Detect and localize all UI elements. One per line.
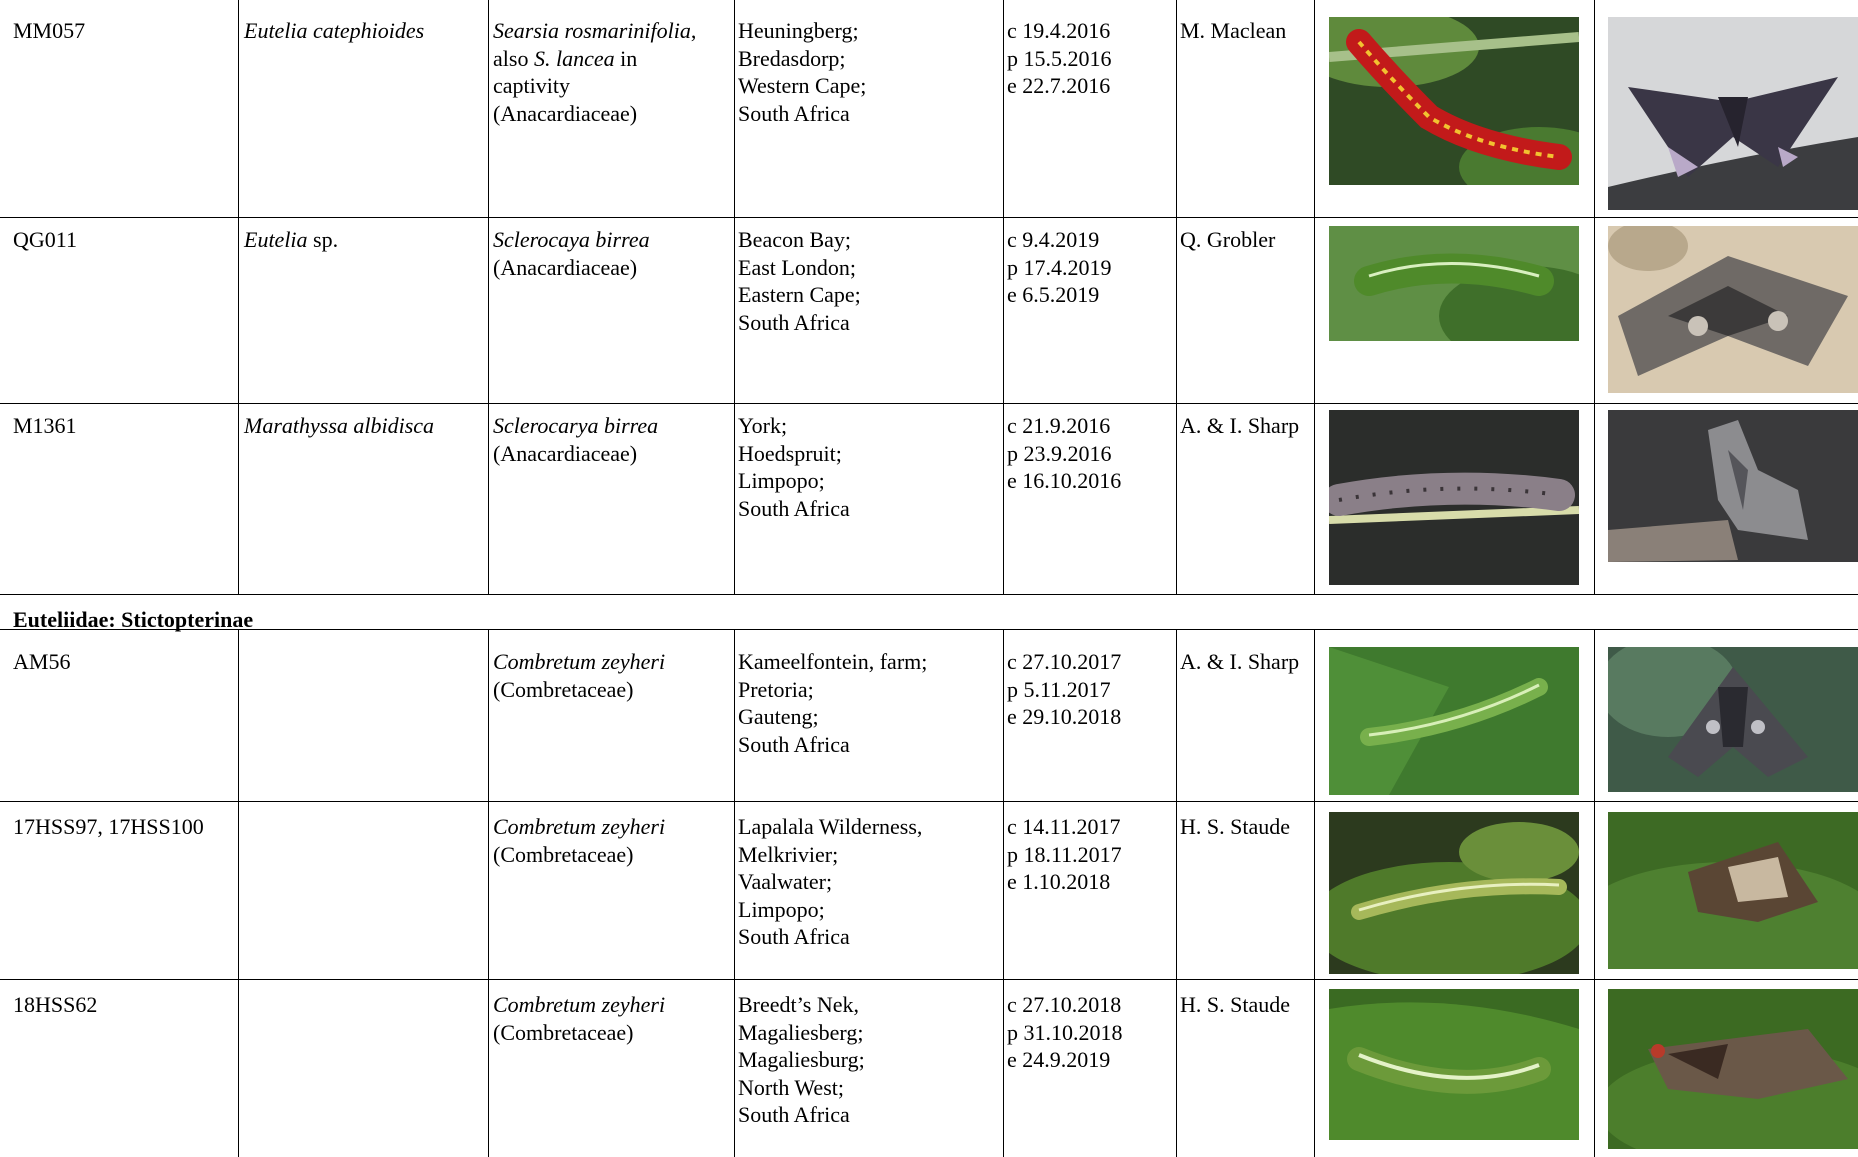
dates: c 14.11.2017 p 18.11.2017 e 1.10.2018 [1007,814,1122,894]
collector: M. Maclean [1180,18,1287,43]
species-name: Eutelia sp. [244,227,339,252]
row-divider [0,801,1858,802]
column-divider [734,0,735,594]
column-divider [488,629,489,1157]
host-plant: Sclerocaya birrea (Anacardiaceae) [493,227,650,280]
dates: c 27.10.2018 p 31.10.2018 e 24.9.2019 [1007,992,1123,1072]
green-caterpillar-photo [1329,647,1579,795]
dates: c 19.4.2016 p 15.5.2016 e 22.7.2016 [1007,18,1112,98]
green-caterpillar-photo [1329,989,1579,1140]
dates: c 9.4.2019 p 17.4.2019 e 6.5.2019 [1007,227,1112,307]
column-divider [1176,0,1177,594]
locality: Heuningberg; Bredasdorp; Western Cape; South Africa [738,18,867,126]
column-divider [238,0,239,594]
locality: Lapalala Wilderness, Melkrivier; Vaalwater; Limpopo; South Africa [738,814,923,949]
host-plant: Sclerocarya birrea (Anacardiaceae) [493,413,659,466]
locality: York; Hoedspruit; Limpopo; South Africa [738,413,850,521]
column-divider [1314,0,1315,594]
row-divider [0,594,1858,595]
specimen-code: QG011 [13,227,77,252]
row-divider [0,403,1858,404]
locality: Kameelfontein, farm; Pretoria; Gauteng; South Africa [738,649,928,757]
collector: H. S. Staude [1180,814,1290,839]
row-divider [0,629,1858,630]
dates: c 27.10.2017 p 5.11.2017 e 29.10.2018 [1007,649,1122,729]
column-divider [1314,629,1315,1157]
collector: H. S. Staude [1180,992,1290,1017]
column-divider [734,629,735,1157]
collector: A. & I. Sharp [1180,649,1300,674]
section-heading: Euteliidae: Stictopterinae [13,607,254,632]
collector: A. & I. Sharp [1180,413,1300,438]
green-caterpillar-photo [1329,812,1579,974]
specimen-code: 18HSS62 [13,992,98,1017]
host-plant: Searsia rosmarinifolia, also S. lancea in captivity (Anacardiaceae) [493,18,697,126]
specimen-code: 17HSS97, 17HSS100 [13,814,204,839]
column-divider [1176,629,1177,1157]
column-divider [1003,629,1004,1157]
dark-moth-photo [1608,17,1858,210]
species-name: Marathyssa albidisca [244,413,435,438]
locality: Breedt’s Nek, Magaliesberg; Magaliesburg; North West; South Africa [738,992,865,1127]
locality: Beacon Bay; East London; Eastern Cape; South Africa [738,227,861,335]
row-divider [0,217,1858,218]
brown-moth-photo [1608,812,1858,969]
red-caterpillar-photo [1329,17,1579,185]
brown-moth-photo [1608,989,1858,1149]
specimen-code: AM56 [13,649,71,674]
species-name: Eutelia catephioides [244,18,425,43]
grey-caterpillar-photo [1329,410,1579,585]
dark-moth-photo [1608,647,1858,792]
specimen-code: M1361 [13,413,77,438]
host-plant: Combretum zeyheri (Combretaceae) [493,992,666,1045]
row-divider [0,979,1858,980]
host-plant: Combretum zeyheri (Combretaceae) [493,649,666,702]
green-caterpillar-photo [1329,226,1579,341]
specimen-code: MM057 [13,18,86,43]
collector: Q. Grobler [1180,227,1276,252]
host-plant: Combretum zeyheri (Combretaceae) [493,814,666,867]
column-divider [1594,0,1595,594]
column-divider [488,0,489,594]
column-divider [1003,0,1004,594]
mottled-moth-photo [1608,226,1858,393]
grey-moth-photo [1608,410,1858,562]
column-divider [1594,629,1595,1157]
dates: c 21.9.2016 p 23.9.2016 e 16.10.2016 [1007,413,1122,493]
column-divider [238,629,239,1157]
